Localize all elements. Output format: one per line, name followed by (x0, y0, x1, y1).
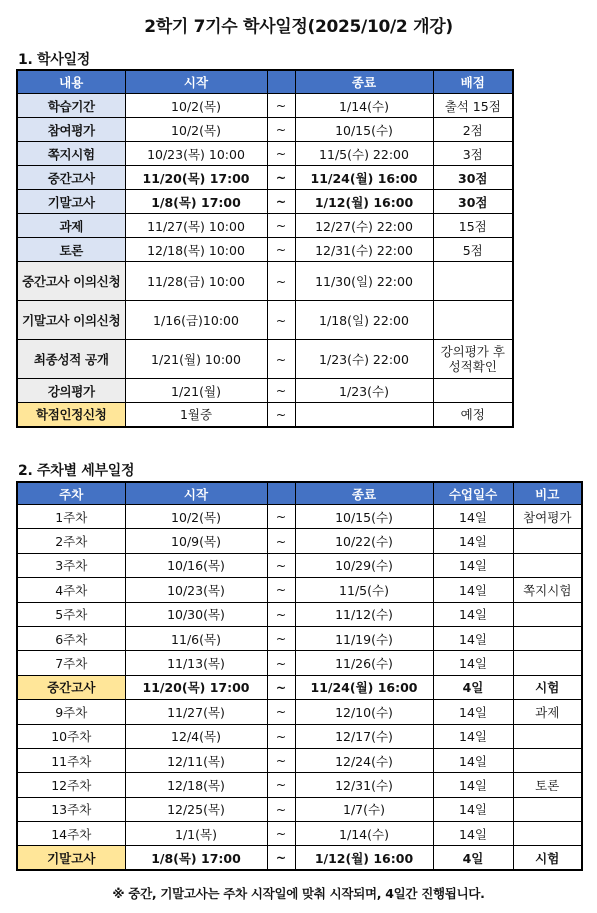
days-cell: 14일 (433, 773, 513, 797)
note-cell: 토론 (513, 773, 582, 797)
row-label: 중간고사 (17, 166, 125, 190)
days-cell: 14일 (433, 822, 513, 846)
end-cell: 11/12(수) (295, 602, 433, 626)
start-cell: 1/21(월) 10:00 (125, 340, 267, 379)
start-cell: 1/8(목) 17:00 (125, 190, 267, 214)
note-cell (513, 822, 582, 846)
table-row (17, 724, 582, 748)
table-row (17, 505, 582, 529)
separator-cell: ~ (267, 340, 295, 379)
week-cell: 5주차 (17, 602, 125, 626)
days-cell: 4일 (433, 846, 513, 870)
section-heading-academic-schedule: 1. 학사일정 (18, 52, 90, 68)
start-cell: 10/2(목) (125, 94, 267, 118)
end-cell: 12/17(수) (295, 724, 433, 748)
week-cell: 10주차 (17, 724, 125, 748)
start-cell: 12/18(목) 10:00 (125, 238, 267, 262)
separator-cell: ~ (267, 797, 295, 821)
table-row (17, 626, 582, 650)
end-cell: 11/19(수) (295, 626, 433, 650)
row-label: 쪽지시험 (17, 142, 125, 166)
separator-cell: ~ (267, 529, 295, 553)
days-cell: 14일 (433, 700, 513, 724)
start-cell: 11/27(목) (125, 700, 267, 724)
separator-cell: ~ (267, 578, 295, 602)
start-cell: 11/27(목) 10:00 (125, 214, 267, 238)
note-cell (513, 797, 582, 821)
end-cell: 1/14(수) (295, 94, 433, 118)
start-cell: 10/16(목) (125, 553, 267, 577)
header-cell: 주차 (17, 482, 125, 505)
weekly-schedule-table (16, 481, 583, 871)
separator-cell: ~ (267, 553, 295, 577)
note-cell: 시험 (513, 846, 582, 870)
days-cell: 14일 (433, 529, 513, 553)
note-cell (513, 553, 582, 577)
header-cell (267, 482, 295, 505)
row-label: 기말고사 이의신청 (17, 301, 125, 340)
page-title: 2학기 7기수 학사일정(2025/10/2 개강) (144, 17, 453, 37)
start-cell: 1월중 (125, 403, 267, 427)
end-cell: 11/26(수) (295, 651, 433, 675)
score-cell: 예정 (433, 403, 513, 427)
table-header-row (17, 70, 513, 94)
table-row (17, 262, 513, 301)
start-cell: 12/25(목) (125, 797, 267, 821)
separator-cell: ~ (267, 379, 295, 403)
row-label: 학습기간 (17, 94, 125, 118)
week-cell: 14주차 (17, 822, 125, 846)
table-row (17, 602, 582, 626)
week-cell: 11주차 (17, 748, 125, 772)
start-cell: 10/23(목) (125, 578, 267, 602)
start-cell: 11/20(목) 17:00 (125, 675, 267, 699)
table-row (17, 214, 513, 238)
start-cell: 10/2(목) (125, 118, 267, 142)
academic-schedule-table (16, 69, 514, 428)
end-cell: 10/29(수) (295, 553, 433, 577)
row-label: 과제 (17, 214, 125, 238)
start-cell: 12/11(목) (125, 748, 267, 772)
table-row (17, 238, 513, 262)
score-cell: 출석 15점 (433, 94, 513, 118)
end-cell: 11/5(수) 22:00 (295, 142, 433, 166)
separator-cell: ~ (267, 166, 295, 190)
start-cell: 1/1(목) (125, 822, 267, 846)
separator-cell: ~ (267, 724, 295, 748)
end-cell: 12/31(수) 22:00 (295, 238, 433, 262)
score-cell: 30점 (433, 166, 513, 190)
separator-cell: ~ (267, 602, 295, 626)
row-label: 강의평가 (17, 379, 125, 403)
days-cell: 14일 (433, 505, 513, 529)
separator-cell: ~ (267, 94, 295, 118)
table-row (17, 822, 582, 846)
header-cell: 배점 (433, 70, 513, 94)
end-cell: 12/27(수) 22:00 (295, 214, 433, 238)
end-cell: 1/7(수) (295, 797, 433, 821)
table-row (17, 675, 582, 699)
week-cell: 2주차 (17, 529, 125, 553)
separator-cell: ~ (267, 700, 295, 724)
footnote: ※ 중간, 기말고사는 주차 시작일에 맞춰 시작되며, 4일간 진행됩니다. (112, 886, 485, 901)
header-cell: 비고 (513, 482, 582, 505)
table-row (17, 748, 582, 772)
note-cell: 참여평가 (513, 505, 582, 529)
note-cell (513, 529, 582, 553)
table-row (17, 797, 582, 821)
note-cell: 쪽지시험 (513, 578, 582, 602)
table-row (17, 403, 513, 427)
start-cell: 10/30(목) (125, 602, 267, 626)
end-cell: 1/12(월) 16:00 (295, 190, 433, 214)
week-cell: 12주차 (17, 773, 125, 797)
table-row (17, 94, 513, 118)
table-row (17, 379, 513, 403)
end-cell (295, 403, 433, 427)
week-cell: 1주차 (17, 505, 125, 529)
week-cell: 6주차 (17, 626, 125, 650)
separator-cell: ~ (267, 403, 295, 427)
week-cell: 13주차 (17, 797, 125, 821)
note-cell (513, 626, 582, 650)
separator-cell: ~ (267, 118, 295, 142)
table-row (17, 190, 513, 214)
week-cell: 7주차 (17, 651, 125, 675)
score-cell: 5점 (433, 238, 513, 262)
days-cell: 14일 (433, 724, 513, 748)
end-cell: 10/15(수) (295, 505, 433, 529)
separator-cell: ~ (267, 238, 295, 262)
week-cell: 3주차 (17, 553, 125, 577)
start-cell: 10/23(목) 10:00 (125, 142, 267, 166)
score-cell: 3점 (433, 142, 513, 166)
end-cell: 1/23(수) (295, 379, 433, 403)
score-cell: 15점 (433, 214, 513, 238)
separator-cell: ~ (267, 505, 295, 529)
note-cell: 과제 (513, 700, 582, 724)
start-cell: 10/9(목) (125, 529, 267, 553)
separator-cell: ~ (267, 214, 295, 238)
table-row (17, 529, 582, 553)
table-row (17, 142, 513, 166)
week-cell: 4주차 (17, 578, 125, 602)
score-cell: 강의평가 후 성적확인 (433, 340, 513, 379)
note-cell (513, 748, 582, 772)
start-cell: 1/21(월) (125, 379, 267, 403)
end-cell: 11/24(월) 16:00 (295, 675, 433, 699)
days-cell: 14일 (433, 578, 513, 602)
start-cell: 11/20(목) 17:00 (125, 166, 267, 190)
note-cell: 시험 (513, 675, 582, 699)
row-label: 참여평가 (17, 118, 125, 142)
table-row (17, 578, 582, 602)
section-heading-weekly-schedule: 2. 주차별 세부일정 (18, 463, 135, 479)
row-label: 기말고사 (17, 190, 125, 214)
table-row (17, 301, 513, 340)
header-cell: 시작 (125, 70, 267, 94)
table-row (17, 651, 582, 675)
end-cell: 12/31(수) (295, 773, 433, 797)
days-cell: 4일 (433, 675, 513, 699)
separator-cell: ~ (267, 822, 295, 846)
start-cell: 11/6(목) (125, 626, 267, 650)
start-cell: 10/2(목) (125, 505, 267, 529)
days-cell: 14일 (433, 748, 513, 772)
header-cell: 내용 (17, 70, 125, 94)
score-cell (433, 301, 513, 340)
start-cell: 12/4(목) (125, 724, 267, 748)
table-row (17, 553, 582, 577)
table-row (17, 700, 582, 724)
start-cell: 12/18(목) (125, 773, 267, 797)
separator-cell: ~ (267, 675, 295, 699)
separator-cell: ~ (267, 846, 295, 870)
start-cell: 11/28(금) 10:00 (125, 262, 267, 301)
separator-cell: ~ (267, 626, 295, 650)
header-cell: 종료 (295, 482, 433, 505)
days-cell: 14일 (433, 602, 513, 626)
end-cell: 12/10(수) (295, 700, 433, 724)
header-cell: 시작 (125, 482, 267, 505)
row-label: 학점인정신청 (17, 403, 125, 427)
table-row (17, 340, 513, 379)
note-cell (513, 651, 582, 675)
table-row (17, 118, 513, 142)
days-cell: 14일 (433, 626, 513, 650)
week-cell: 9주차 (17, 700, 125, 724)
start-cell: 11/13(목) (125, 651, 267, 675)
days-cell: 14일 (433, 553, 513, 577)
separator-cell: ~ (267, 190, 295, 214)
separator-cell: ~ (267, 651, 295, 675)
score-cell (433, 379, 513, 403)
start-cell: 1/8(목) 17:00 (125, 846, 267, 870)
row-label: 최종성적 공개 (17, 340, 125, 379)
score-cell: 30점 (433, 190, 513, 214)
end-cell: 11/5(수) (295, 578, 433, 602)
table-row (17, 846, 582, 870)
end-cell: 11/30(일) 22:00 (295, 262, 433, 301)
table-header-row (17, 482, 582, 505)
end-cell: 1/18(일) 22:00 (295, 301, 433, 340)
end-cell: 1/14(수) (295, 822, 433, 846)
separator-cell: ~ (267, 748, 295, 772)
week-cell: 기말고사 (17, 846, 125, 870)
header-cell: 종료 (295, 70, 433, 94)
week-cell: 중간고사 (17, 675, 125, 699)
separator-cell: ~ (267, 301, 295, 340)
header-cell (267, 70, 295, 94)
end-cell: 11/24(월) 16:00 (295, 166, 433, 190)
days-cell: 14일 (433, 651, 513, 675)
end-cell: 12/24(수) (295, 748, 433, 772)
separator-cell: ~ (267, 142, 295, 166)
end-cell: 10/15(수) (295, 118, 433, 142)
separator-cell: ~ (267, 262, 295, 301)
note-cell (513, 724, 582, 748)
end-cell: 10/22(수) (295, 529, 433, 553)
end-cell: 1/12(월) 16:00 (295, 846, 433, 870)
header-cell: 수업일수 (433, 482, 513, 505)
end-cell: 1/23(수) 22:00 (295, 340, 433, 379)
score-cell: 2점 (433, 118, 513, 142)
table-row (17, 773, 582, 797)
separator-cell: ~ (267, 773, 295, 797)
score-cell (433, 262, 513, 301)
table-row (17, 166, 513, 190)
start-cell: 1/16(금)10:00 (125, 301, 267, 340)
note-cell (513, 602, 582, 626)
days-cell: 14일 (433, 797, 513, 821)
row-label: 토론 (17, 238, 125, 262)
row-label: 중간고사 이의신청 (17, 262, 125, 301)
